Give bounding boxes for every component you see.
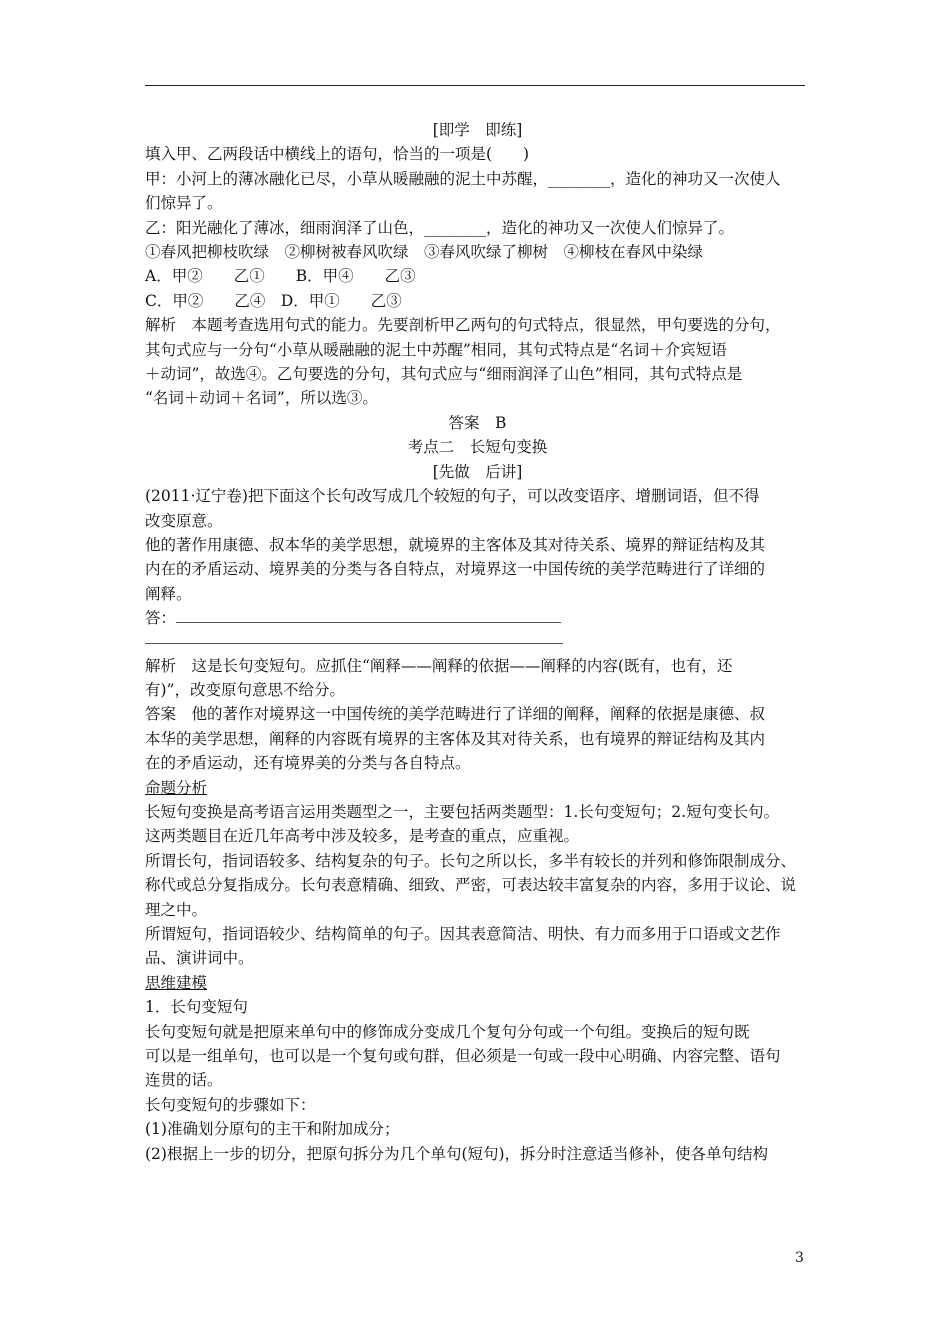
practice-analysis-2: 其句式应与一分句“小草从暖融融的泥土中苏醒”相同，其句式特点是“名词＋介宾短语 (145, 340, 727, 359)
section2-sentence-2: 内在的矛盾运动、境界美的分类与各自特点，对境界这一中国传统的美学范畴进行了详细的 (145, 560, 766, 579)
thinking-d3: 连贯的话。 (145, 1071, 223, 1090)
practice-choice-ab: A．甲② 乙① B．甲④ 乙③ (145, 267, 416, 286)
section2-answer-1: 答案 他的著作对境界这一中国传统的美学范畴进行了详细的阐释，阐释的依据是康德、叔 (145, 705, 766, 724)
proposition-p2a: 所谓长句，指词语较多、结构复杂的句子。长句之所以长，多半有较长的并列和修饰限制成分、 (145, 851, 797, 870)
practice-choice-cd: C．甲② 乙④ D．甲① 乙③ (145, 291, 402, 310)
header-rule (145, 85, 805, 86)
proposition-p3a: 所谓短句，指词语较少、结构简单的句子。因其表意简洁、明快、有力而多用于口语或文艺作 (145, 925, 781, 943)
section2-answer-3: 在的矛盾运动，还有境界美的分类与各自特点。 (145, 754, 471, 773)
practice-question: 填入甲、乙两段话中横线上的语句，恰当的一项是( ) (145, 145, 530, 164)
answer-blank-line-2 (145, 631, 563, 644)
practice-analysis-3: ＋动词”，故选④。乙句要选的分句，其句式应与“细雨润泽了山色”相同，其句式特点是 (145, 365, 743, 384)
thinking-heading: 思维建模 (145, 973, 208, 992)
section2-sentence-3: 阐释。 (145, 584, 192, 603)
proposition-p1b: 这两类题目在近几年高考中涉及较多，是考查的重点，应重视。 (145, 827, 580, 846)
answer-blank-line (176, 608, 561, 623)
section2-answer-2: 本华的美学思想，阐释的内容既有境界的主客体及其对待关系，也有境界的辩证结构及其内 (145, 729, 766, 748)
proposition-p2b: 称代或总分复指成分。长句表意精确、细致、严密，可表达较丰富复杂的内容，多用于议论、说 (145, 876, 797, 895)
proposition-heading: 命题分析 (145, 778, 208, 797)
thinking-steps: 长句变短句的步骤如下： (145, 1095, 316, 1114)
thinking-h1: 1．长句变短句 (145, 998, 248, 1017)
answer-label: 答： (145, 609, 177, 628)
page-number: 3 (795, 1250, 804, 1266)
practice-options: ①春风把柳枝吹绿 ②柳树被春风吹绿 ③春风吹绿了柳树 ④柳枝在春风中染绿 (145, 243, 704, 262)
practice-analysis-1: 解析 本题考查选用句式的能力。先要剖析甲乙两句的句式特点，很显然，甲句要选的分句， (145, 316, 781, 335)
practice-answer: 答案 B (448, 413, 507, 432)
section2-analysis-1: 解析 这是长句变短句。应抓住“阐释——阐释的依据——阐释的内容(既有，也有，还 (145, 656, 733, 675)
thinking-d2: 可以是一组单句，也可以是一个复句或句群，但必须是一句或一段中心明确、内容完整、语句 (145, 1047, 781, 1066)
practice-analysis-4: “名词＋动词＋名词”，所以选③。 (145, 389, 378, 408)
section2-question-1: (2011·辽宁卷)把下面这个长句改写成几个较短的句子，可以改变语序、增删词语，但不得 (145, 487, 760, 506)
practice-jia-line2: 们惊异了。 (145, 194, 223, 213)
thinking-d1: 长句变短句就是把原来单句中的修饰成分变成几个复句分句或一个句组。变换后的短句既 (145, 1022, 750, 1041)
practice-heading: [即学 即练] (432, 121, 523, 139)
thinking-step1: (1)准确划分原句的主干和附加成分； (145, 1120, 400, 1139)
practice-jia-line1: 甲：小河上的薄冰融化已尽，小草从暖融融的泥土中苏醒，________，造化的神功又一次使人 (145, 169, 781, 188)
proposition-p3b: 品、演讲词中。 (145, 949, 254, 968)
answer-row (145, 606, 810, 630)
section2-question-2: 改变原意。 (145, 511, 223, 530)
practice-yi: 乙：阳光融化了薄冰，细雨润泽了山色，________，造化的神功又一次使人们惊异了。 (145, 218, 735, 237)
thinking-step2: (2)根据上一步的切分，把原句拆分为几个单句(短句)，拆分时注意适当修补，使各单句结构 (145, 1144, 769, 1163)
proposition-p1a: 长短句变换是高考语言运用类题型之一，主要包括两类题型：1.长句变短句；2.短句变长句。 (145, 802, 780, 821)
section2-title: 考点二 长短句变换 (407, 438, 548, 457)
proposition-p2c: 理之中。 (145, 900, 208, 919)
page-content (145, 118, 810, 1166)
section2-sub: [先做 后讲] (432, 462, 523, 481)
section2-sentence-1: 他的著作用康德、叔本华的美学思想，就境界的主客体及其对待关系、境界的辩证结构及其 (145, 535, 766, 554)
section2-analysis-2: 有)”，改变原句意思不给分。 (145, 680, 345, 699)
